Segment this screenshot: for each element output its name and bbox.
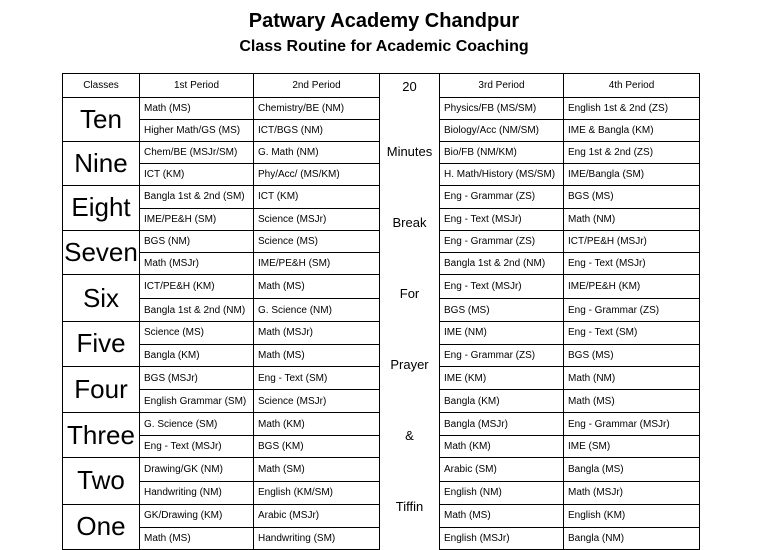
break-word: For bbox=[399, 286, 420, 301]
subject-cell: Bangla 1st & 2nd (SM) bbox=[140, 186, 254, 209]
subject-cell: English 1st & 2nd (ZS) bbox=[564, 97, 700, 119]
subject-cell: Science (MS) bbox=[140, 322, 254, 345]
subject-cell: Biology/Acc (NM/SM) bbox=[440, 119, 564, 141]
subject-cell: English (KM) bbox=[564, 504, 700, 527]
subject-cell: Arabic (MSJr) bbox=[254, 504, 380, 527]
subject-cell: ICT/BGS (NM) bbox=[254, 119, 380, 141]
subject-cell: BGS (MS) bbox=[564, 186, 700, 209]
class-name: Two bbox=[63, 458, 140, 505]
class-name: Ten bbox=[63, 97, 140, 141]
subject-cell: Bangla (MS) bbox=[564, 458, 700, 482]
subject-cell: Eng 1st & 2nd (ZS) bbox=[564, 141, 700, 164]
table-row bbox=[63, 97, 700, 119]
subject-cell: Eng - Text (MSJr) bbox=[140, 436, 254, 458]
subject-cell: Drawing/GK (NM) bbox=[140, 458, 254, 482]
subject-cell: Chemistry/BE (NM) bbox=[254, 97, 380, 119]
subject-cell: H. Math/History (MS/SM) bbox=[440, 164, 564, 186]
subject-cell: English (NM) bbox=[440, 481, 564, 504]
header-row bbox=[63, 74, 700, 98]
subject-cell: Handwriting (NM) bbox=[140, 481, 254, 504]
subject-cell: BGS (MS) bbox=[440, 299, 564, 322]
header-classes: Classes bbox=[63, 74, 140, 98]
subject-cell: English (MSJr) bbox=[440, 527, 564, 549]
subject-cell: Science (MSJr) bbox=[254, 208, 380, 230]
break-word: Prayer bbox=[390, 357, 429, 372]
header-period-2: 2nd Period bbox=[254, 74, 380, 98]
subject-cell: Math (KM) bbox=[440, 436, 564, 458]
subject-cell: Math (NM) bbox=[564, 208, 700, 230]
subject-cell: Science (MS) bbox=[254, 230, 380, 253]
class-name: One bbox=[63, 504, 140, 549]
class-name: Five bbox=[63, 322, 140, 367]
routine-body bbox=[63, 97, 700, 549]
subject-cell: G. Science (NM) bbox=[254, 299, 380, 322]
subject-cell: G. Science (SM) bbox=[140, 413, 254, 436]
subject-cell: Bangla (MSJr) bbox=[440, 413, 564, 436]
subject-cell: Eng - Grammar (ZS) bbox=[440, 344, 564, 366]
subject-cell: ICT/PE&H (MSJr) bbox=[564, 230, 700, 253]
break-column bbox=[380, 97, 440, 549]
subject-cell: BGS (MSJr) bbox=[140, 366, 254, 390]
subject-cell: Higher Math/GS (MS) bbox=[140, 119, 254, 141]
header-break: 20 bbox=[380, 74, 440, 98]
subject-cell: Eng - Text (MSJr) bbox=[564, 253, 700, 275]
subject-cell: Science (MSJr) bbox=[254, 390, 380, 413]
break-word: Minutes bbox=[386, 144, 433, 159]
subject-cell: Chem/BE (MSJr/SM) bbox=[140, 141, 254, 164]
subject-cell: Bangla (NM) bbox=[564, 527, 700, 549]
subject-cell: Bangla 1st & 2nd (NM) bbox=[440, 253, 564, 275]
subject-cell: IME/PE&H (KM) bbox=[564, 275, 700, 299]
subject-cell: Eng - Text (MSJr) bbox=[440, 208, 564, 230]
subject-cell: IME/PE&H (SM) bbox=[140, 208, 254, 230]
subject-cell: G. Math (NM) bbox=[254, 141, 380, 164]
subject-cell: Math (MSJr) bbox=[564, 481, 700, 504]
subject-cell: Eng - Grammar (ZS) bbox=[564, 299, 700, 322]
subject-cell: IME (KM) bbox=[440, 366, 564, 390]
header-period-3: 3rd Period bbox=[440, 74, 564, 98]
routine-table bbox=[62, 73, 700, 550]
subject-cell: Math (MS) bbox=[254, 344, 380, 366]
subject-cell: BGS (NM) bbox=[140, 230, 254, 253]
page-title: Patwary Academy Chandpur bbox=[248, 10, 520, 32]
subject-cell: English Grammar (SM) bbox=[140, 390, 254, 413]
subject-cell: IME (SM) bbox=[564, 436, 700, 458]
subject-cell: Eng - Text (MSJr) bbox=[440, 275, 564, 299]
subject-cell: Math (NM) bbox=[564, 366, 700, 390]
subject-cell: Bangla 1st & 2nd (NM) bbox=[140, 299, 254, 322]
header-period-1: 1st Period bbox=[140, 74, 254, 98]
subject-cell: ICT (KM) bbox=[140, 164, 254, 186]
subject-cell: ICT/PE&H (KM) bbox=[140, 275, 254, 299]
subject-cell: Physics/FB (MS/SM) bbox=[440, 97, 564, 119]
subject-cell: Math (MS) bbox=[140, 97, 254, 119]
subject-cell: Math (MS) bbox=[440, 504, 564, 527]
subject-cell: Math (MSJr) bbox=[140, 253, 254, 275]
subject-cell: Math (KM) bbox=[254, 413, 380, 436]
subject-cell: Phy/Acc/ (MS/KM) bbox=[254, 164, 380, 186]
subject-cell: BGS (MS) bbox=[564, 344, 700, 366]
subject-cell: Eng - Grammar (ZS) bbox=[440, 230, 564, 253]
subject-cell: Math (MS) bbox=[254, 275, 380, 299]
class-name: Seven bbox=[63, 230, 140, 275]
page-subtitle: Class Routine for Academic Coaching bbox=[239, 38, 529, 55]
break-word: Tiffin bbox=[395, 499, 424, 514]
class-name: Eight bbox=[63, 186, 140, 231]
subject-cell: Bangla (KM) bbox=[140, 344, 254, 366]
class-name: Six bbox=[63, 275, 140, 322]
class-name: Three bbox=[63, 413, 140, 458]
class-name: Four bbox=[63, 366, 140, 413]
subject-cell: Bio/FB (NM/KM) bbox=[440, 141, 564, 164]
subject-cell: Eng - Text (SM) bbox=[254, 366, 380, 390]
subject-cell: IME & Bangla (KM) bbox=[564, 119, 700, 141]
subject-cell: Eng - Text (SM) bbox=[564, 322, 700, 345]
class-name: Nine bbox=[63, 141, 140, 186]
subject-cell: Bangla (KM) bbox=[440, 390, 564, 413]
subject-cell: Math (SM) bbox=[254, 458, 380, 482]
subject-cell: GK/Drawing (KM) bbox=[140, 504, 254, 527]
subject-cell: ICT (KM) bbox=[254, 186, 380, 209]
subject-cell: Math (MSJr) bbox=[254, 322, 380, 345]
subject-cell: Arabic (SM) bbox=[440, 458, 564, 482]
subject-cell: English (KM/SM) bbox=[254, 481, 380, 504]
subject-cell: Eng - Grammar (MSJr) bbox=[564, 413, 700, 436]
subject-cell: BGS (KM) bbox=[254, 436, 380, 458]
subject-cell: Math (MS) bbox=[140, 527, 254, 549]
break-word: & bbox=[405, 428, 414, 443]
break-word: Break bbox=[392, 215, 427, 230]
subject-cell: Handwriting (SM) bbox=[254, 527, 380, 549]
subject-cell: IME (NM) bbox=[440, 322, 564, 345]
subject-cell: Math (MS) bbox=[564, 390, 700, 413]
subject-cell: Eng - Grammar (ZS) bbox=[440, 186, 564, 209]
subject-cell: IME/PE&H (SM) bbox=[254, 253, 380, 275]
header-period-4: 4th Period bbox=[564, 74, 700, 98]
subject-cell: IME/Bangla (SM) bbox=[564, 164, 700, 186]
